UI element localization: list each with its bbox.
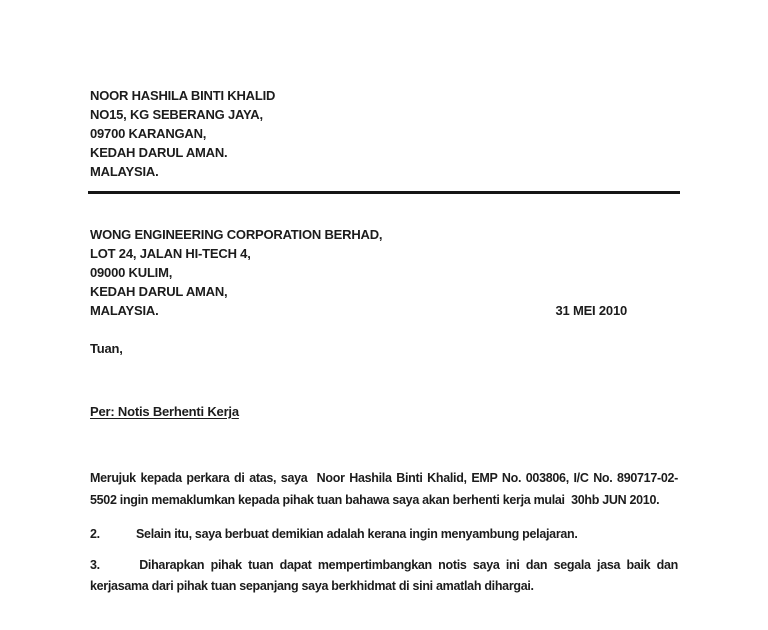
recipient-address-block [90, 225, 678, 320]
salutation: Tuan, [90, 341, 123, 356]
sender-address-line: 09700 KARANGAN, [90, 126, 207, 141]
body-paragraph: Merujuk kepada perkara di atas, saya Noor Hashila Binti Khalid, EMP No. 003806, I/C No. 890717-02-5502 ingin memaklumkan kepada pihak tuan bahawa saya akan berhenti kerja mulai 30hb JUN 2010. [90, 471, 678, 507]
letter-date: 31 MEI 2010 [555, 303, 627, 318]
recipient-address-line: KEDAH DARUL AMAN, [90, 284, 228, 299]
recipient-last-line-and-date [90, 301, 678, 320]
body-paragraph: 2. Selain itu, saya berbuat demikian adalah kerana ingin menyambung pelajaran. [90, 527, 578, 541]
address-divider-rule [88, 191, 680, 194]
body-paragraph: 3. Diharapkan pihak tuan dapat mempertimbangkan notis saya ini dan segala jasa baik dan kerjasama dari pihak tuan sepanjang saya berkhidmat di sini amatlah dihargai. [90, 557, 682, 593]
recipient-address-line: WONG ENGINEERING CORPORATION BERHAD, [90, 227, 383, 242]
sender-address-line: NOOR HASHILA BINTI KHALID [90, 88, 276, 103]
recipient-address-line: MALAYSIA. [90, 303, 159, 318]
sender-address-line: NO15, KG SEBERANG JAYA, [90, 107, 263, 122]
subject-line: Per: Notis Berhenti Kerja [90, 404, 239, 419]
recipient-address-line: 09000 KULIM, [90, 265, 173, 280]
recipient-address-line: LOT 24, JALAN HI-TECH 4, [90, 246, 251, 261]
sender-address-line: MALAYSIA. [90, 164, 159, 179]
sender-address-line: KEDAH DARUL AMAN. [90, 145, 228, 160]
sender-address-block [90, 86, 678, 181]
